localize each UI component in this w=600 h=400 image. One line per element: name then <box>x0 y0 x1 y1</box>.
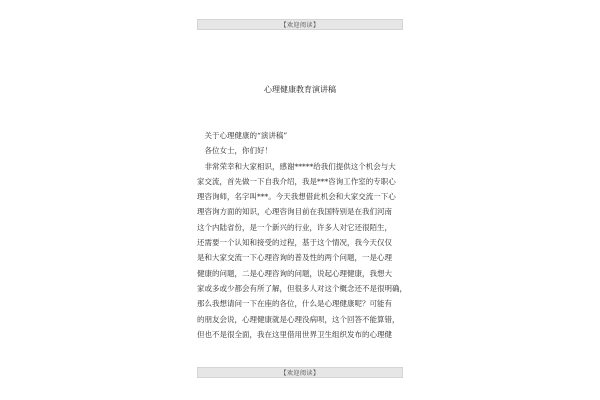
welcome-banner-top: 【欢迎阅读】 <box>197 19 403 30</box>
body-line: 是和大家交流一下心理咨询的普及性的两个问题，一是心理 <box>197 253 392 263</box>
body-line: 理咨询方面的知识，心理咨询目前在我国特别是在我们河南 <box>197 207 392 217</box>
body-line: 健康的问题，二是心理咨询的问题，说起心理健康，我想大 <box>197 268 392 278</box>
body-line: 家或多或少都会有所了解，但很多人对这个概念还不是很明确， <box>197 283 407 293</box>
body-line: 非常荣幸和大家相识，感谢*****给我们提供这个机会与大 <box>197 161 396 171</box>
document-title: 心理健康教育演讲稿 <box>264 85 336 94</box>
body-line: 那么我想请问一下在座的各位，什么是心理健康呢？可能有 <box>197 299 392 309</box>
welcome-banner-bottom: 【欢迎阅读】 <box>197 367 403 378</box>
body-line: 理咨询师，名字叫***。今天我想借此机会和大家交流一下心 <box>197 192 396 202</box>
body-line: 家交流，首先做一下自我介绍，我是***咨询工作室的专职心 <box>197 176 396 186</box>
body-line: 这个内陆省份，是一个新兴的行业，许多人对它还很陌生， <box>197 222 392 232</box>
body-line: 各位女士，你们好！ <box>197 146 272 156</box>
body-line: 关于心理健康的“演讲稿” <box>197 131 288 140</box>
body-line: 但也不是很全面，我在这里借用世界卫生组织发布的心理健 <box>197 329 392 339</box>
document-body <box>197 128 407 342</box>
body-line: 还需要一个认知和接受的过程，基于这个情况，我今天仅仅 <box>197 238 392 248</box>
body-line: 的朋友会说，心理健康就是心理没病呗，这个回答不能算错， <box>197 314 400 324</box>
